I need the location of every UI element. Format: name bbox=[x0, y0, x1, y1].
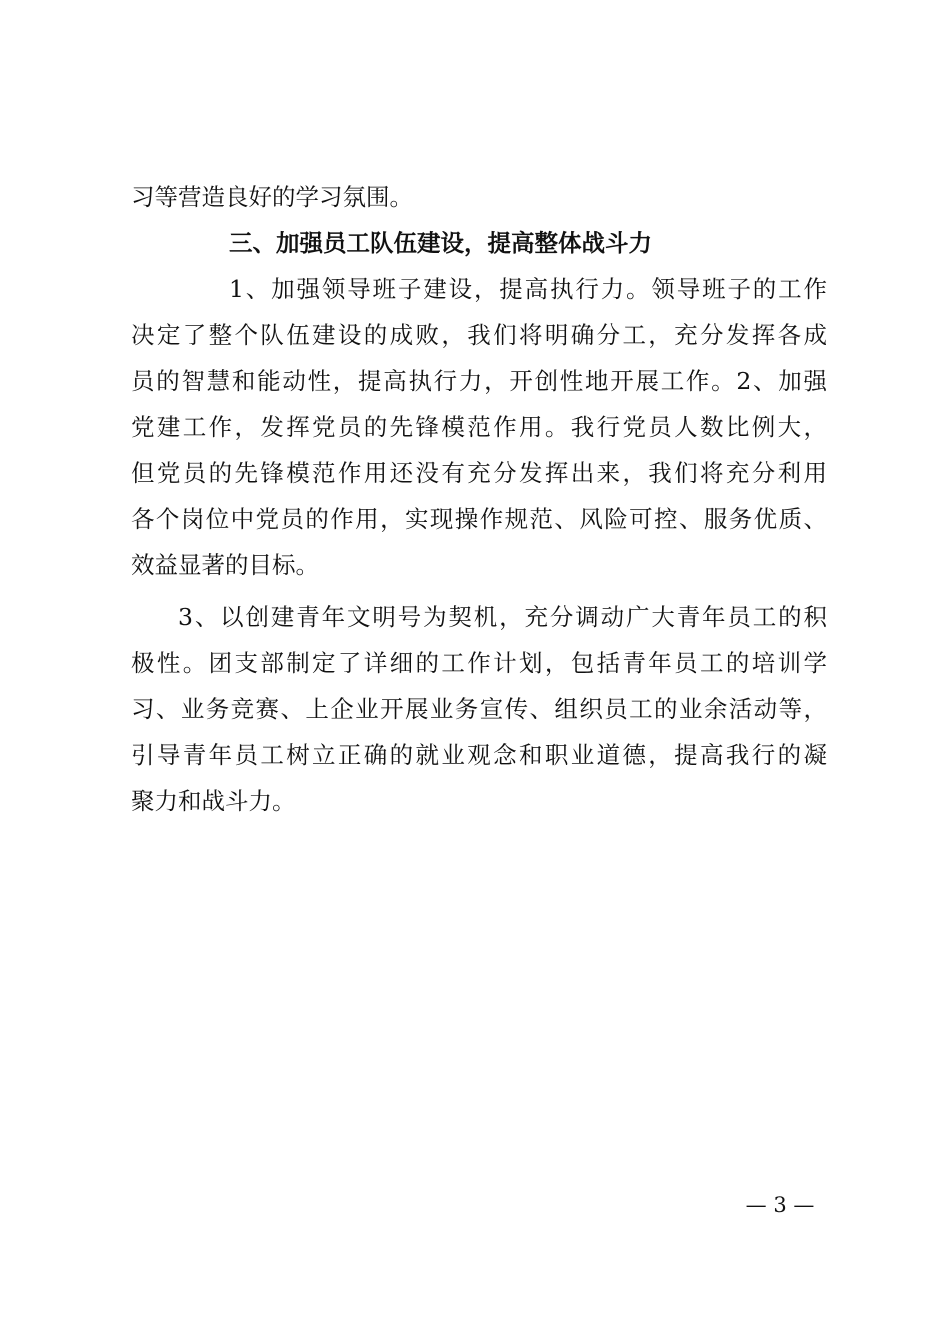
document-body bbox=[131, 174, 827, 824]
paragraph-1-line: 决定了整个队伍建设的成败，我们将明确分工，充分发挥各成 bbox=[131, 321, 827, 349]
paragraph-2-line: 习、业务竞赛、上企业开展业务宣传、组织员工的业余活动等， bbox=[131, 695, 827, 723]
paragraph-2 bbox=[131, 594, 827, 824]
paragraph-1-line: 1、加强领导班子建设，提高执行力。领导班子的工作 bbox=[229, 275, 827, 303]
paragraph-1-line: 效益显著的目标。 bbox=[131, 551, 319, 579]
paragraph-2-line: 3、以创建青年文明号为契机，充分调动广大青年员工的积 bbox=[178, 603, 827, 631]
continuation-line: 习等营造良好的学习氛围。 bbox=[131, 183, 413, 211]
paragraph-2-line: 聚力和战斗力。 bbox=[131, 787, 296, 815]
section-heading: 三、加强员工队伍建设，提高整体战斗力 bbox=[229, 229, 652, 257]
paragraph-2-line: 引导青年员工树立正确的就业观念和职业道德，提高我行的凝 bbox=[131, 741, 827, 769]
page-number: — 3 — bbox=[745, 1193, 815, 1217]
paragraph-1-line: 党建工作，发挥党员的先锋模范作用。我行党员人数比例大， bbox=[131, 413, 827, 441]
paragraph-1-line: 但党员的先锋模范作用还没有充分发挥出来，我们将充分利用 bbox=[131, 459, 827, 487]
paragraph-1-line: 各个岗位中党员的作用，实现操作规范、风险可控、服务优质、 bbox=[131, 505, 827, 533]
paragraph-1 bbox=[131, 266, 827, 588]
paragraph-1-line: 员的智慧和能动性，提高执行力，开创性地开展工作。2、加强 bbox=[131, 367, 827, 395]
paragraph-2-line: 极性。团支部制定了详细的工作计划，包括青年员工的培训学 bbox=[131, 649, 827, 677]
